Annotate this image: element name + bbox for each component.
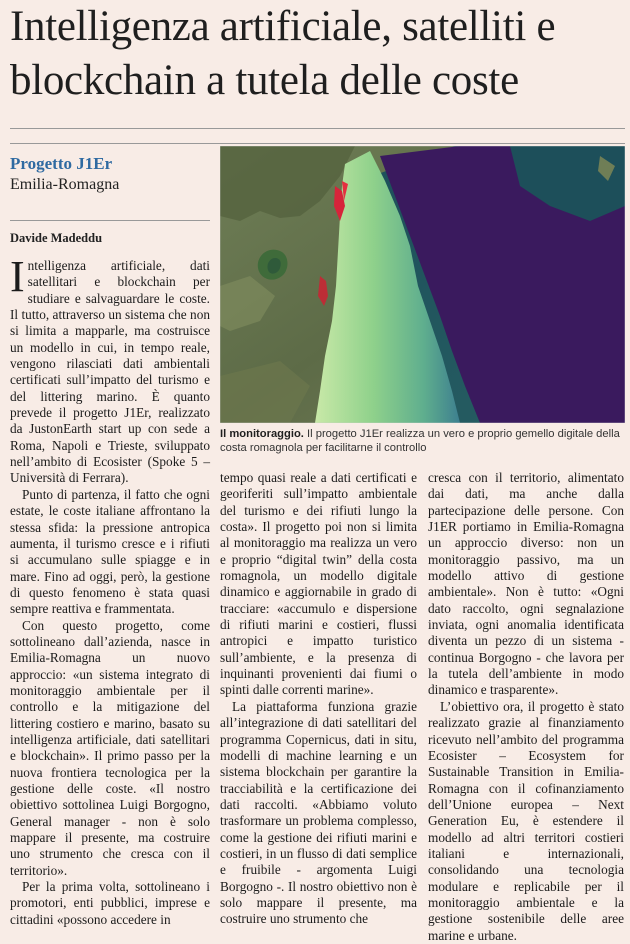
project-kicker: Progetto J1Er [10, 154, 113, 173]
article-column-1 [10, 252, 210, 928]
article-column-2 [220, 470, 417, 928]
figure-caption [220, 427, 625, 455]
paragraph: Con questo progetto, come sottolineano dall’azienda, nasce in Emilia-Romagna un nuovo approccio: «un sistema integrato di monitoraggio ambientale per il controllo e la mitigazione del littering costiero e marino, basato su intelligenza artificiale, dati satellitari e blockchain». Il primo passo per la nuova frontiera tecnologica per la gestione delle coste. «Il nostro obiettivo sottolinea Luigi Borgogno, General manager - non è solo mappare il presente, ma costruire uno strumento che cresca con il territorio». [10, 617, 210, 878]
satellite-map-image [220, 146, 625, 423]
paragraph: Punto di partenza, il fatto che ogni estate, le coste italiane affrontano la stessa sfida: la pressione antropica aumenta, il turismo cresce e i rifiuti si accumulano sulle spiagge e in mare. Fino ad oggi, però, la gestione di questo fenomeno è stata quasi sempre reattiva e frammentata. [10, 486, 210, 617]
paragraph: Per la prima volta, sottolineano i promotori, enti pubblici, imprese e cittadini «possono accedere in [10, 879, 210, 927]
satellite-map-graphic [220, 146, 625, 423]
headline-rule [10, 128, 625, 129]
article-column-3 [428, 470, 624, 944]
paragraph: tempo quasi reale a dati certificati e georiferiti sull’impatto ambientale del turismo e dei rifiuti lungo la costa». Il progetto poi non si limita al monitoraggio ma realizza un vero e proprio “digital twin” della costa romagnola, un modello digitale dinamico e aggiornabile in grado di tracciare: «accumulo e dispersione di rifiuti marini e costieri, flussi antropici e impatto turistico sull’ambiente, e la presenza di inquinanti provenienti dai fiumi o spinti dalle correnti marine». [220, 470, 417, 698]
paragraph [10, 252, 210, 487]
author-byline: Davide Madeddu [10, 231, 103, 245]
section-rule [10, 143, 625, 144]
caption-title: Il monitoraggio. [220, 428, 304, 440]
paragraph-text: ntelligenza artificiale, dati satellitari e blockchain per studiare e salvaguardare le coste. Il tutto, attraverso un sistema che non si limita a mapparle, ma costruisce un modello in cui, in tempo reale, vengono rilasciati dati ambientali certificati sull’impatto del turismo e del littering marino. È quanto prevede il progetto J1Er, realizzato da JustonEarth start up con sede a Roma, Napoli e Trieste, sviluppato nell’ambito di Ecosister (Spoke 5 – Università di Ferrara). [10, 258, 210, 486]
headline: Intelligenza artificiale, satelliti e blockchain a tutela delle coste [10, 3, 556, 104]
drop-cap: I [10, 252, 25, 301]
paragraph: La piattaforma funziona grazie all’integrazione di dati satellitari del programma Copernicus, dati in situ, modelli di machine learning e un sistema blockchain per garantire la tracciabilità e la certificazione dei dati raccolti. «Abbiamo voluto trasformare un problema complesso, come la gestione dei rifiuti marini e costieri, in un flusso di dati semplice e fruibile - argomenta Luigi Borgogno -. Il nostro obiettivo non è solo mappare il presente, ma costruire uno strumento che [220, 698, 417, 927]
caption-text: Il progetto J1Er realizza un vero e proprio gemello digitale della costa romagnola per facilitarne il controllo [220, 428, 620, 454]
author-rule [10, 220, 210, 221]
region-label: Emilia-Romagna [10, 176, 120, 193]
paragraph: cresca con il territorio, alimentato dai dati, ma anche dalla partecipazione delle persone. Con J1ER portiamo in Emilia-Romagna un approccio diverso: non un monitoraggio passivo, ma un modello attivo di gestione ambientale». Non è tutto: «Ogni dato raccolto, ogni segnalazione inviata, ogni anomalia identificata diventa un pezzo di un sistema - continua Borgogno - che lavora per la tutela dell’ambiente in modo dinamico e trasparente». [428, 470, 624, 698]
paragraph: L’obiettivo ora, il progetto è stato realizzato grazie al finanziamento ricevuto nell’ambito del programma Ecosister – Ecosystem for Sustainable Transition in Emilia-Romagna con il cofinanziamento dell’Unione europea – Next Generation Eu, è estendere il modello ad altri territori costieri italiani e internazionali, consolidando una tecnologia modulare e replicabile per il monitoraggio ambientale e la gestione sostenibile delle aree marine e urbane. [428, 698, 624, 943]
